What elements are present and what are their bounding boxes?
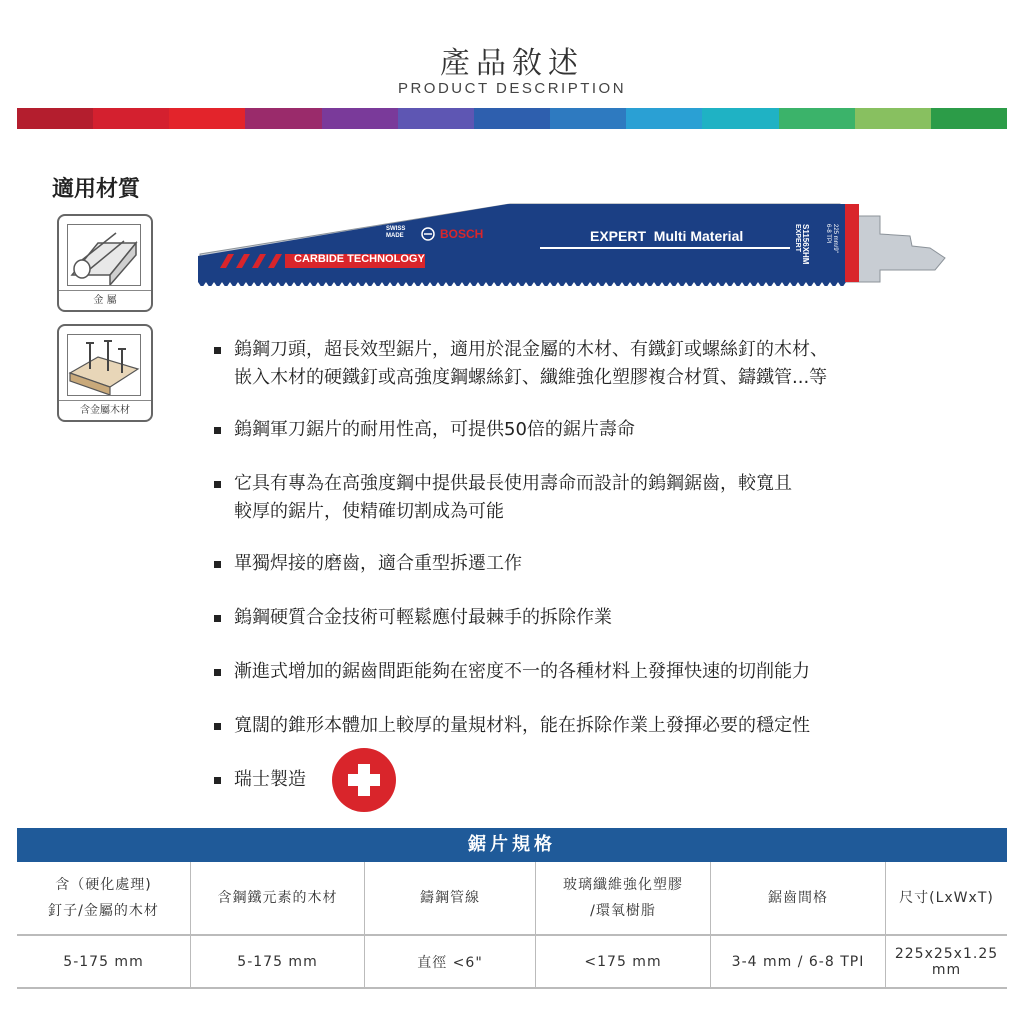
- feature-text: 瑞士製造: [234, 769, 306, 790]
- wood-with-nails-icon: [67, 334, 141, 396]
- spec-header-row: [17, 862, 1007, 935]
- spec-value-cell: 225x25x1.25 mm: [886, 935, 1008, 988]
- feature-text: 鎢鋼硬質合金技術可輕鬆應付最棘手的拆除作業: [234, 607, 612, 628]
- color-band: [17, 108, 1007, 129]
- spec-table-header: 鋸片規格: [17, 828, 1007, 862]
- feature-text: 嵌入木材的硬鐵釘或高強度鋼螺絲釘、纖維強化塑膠複合材質、鑄鐵管...等: [234, 367, 828, 388]
- material-label-wood-metal: 含金屬木材: [80, 405, 130, 416]
- feature-item: [210, 470, 792, 526]
- color-band-segment: [779, 108, 855, 129]
- saw-blade-image: [190, 196, 960, 286]
- spec-header-cell: [886, 862, 1008, 935]
- feature-text: 寬闊的錐形本體加上較厚的量規材料，能在拆除作業上發揮必要的穩定性: [234, 715, 810, 736]
- spec-header-line: /環氧樹脂: [590, 903, 656, 919]
- color-band-segment: [17, 108, 93, 129]
- spec-header-line: 含鋼鐵元素的木材: [217, 890, 338, 906]
- blade-brand-label: BOSCH: [440, 227, 484, 241]
- spec-value-cell: 5-175 mm: [191, 935, 365, 988]
- spec-header-cell: [191, 862, 365, 935]
- color-band-segment: [626, 108, 702, 129]
- feature-item: [210, 766, 306, 794]
- spec-header-line: 尺寸(LxWxT): [899, 890, 994, 906]
- spec-table: [17, 862, 1007, 989]
- blade-size: 225 mm/9": [832, 224, 838, 253]
- color-band-segment: [474, 108, 550, 129]
- color-band-segment: [550, 108, 626, 129]
- color-band-segment: [702, 108, 778, 129]
- blade-code: S1156XHM: [801, 224, 810, 265]
- page-subtitle: PRODUCT DESCRIPTION: [397, 80, 627, 97]
- swiss-cross-icon: [332, 748, 396, 812]
- blade-tech-label: CARBIDE TECHNOLOGY: [294, 253, 425, 265]
- spec-value-cell: 5-175 mm: [17, 935, 191, 988]
- feature-item: [210, 712, 810, 740]
- materials-heading: 適用材質: [52, 177, 141, 202]
- feature-item: [210, 416, 635, 444]
- feature-text: 較厚的鋸片，使精確切割成為可能: [234, 501, 504, 522]
- page-title: 產品敘述: [440, 46, 584, 81]
- blade-swiss-made-label: SWISS MADE: [386, 226, 406, 239]
- feature-text: 單獨焊接的磨齒，適合重型拆遷工作: [234, 553, 522, 574]
- blade-code-label: [786, 224, 810, 304]
- blade-series: EXPERT: [794, 224, 801, 253]
- metal-profile-icon: [67, 224, 141, 286]
- spec-value-cell: 直徑 <6": [365, 935, 536, 988]
- blade-size-label: [824, 224, 838, 284]
- feature-item: [210, 550, 522, 578]
- spec-header-line: 鋸齒間格: [768, 890, 828, 906]
- blade-product-label: EXPERT Multi Material: [590, 228, 744, 244]
- material-card-metal: [57, 214, 153, 312]
- color-band-segment: [93, 108, 169, 129]
- spec-header-cell: [365, 862, 536, 935]
- spec-header-cell: [17, 862, 191, 935]
- blade-tpi: 6-8 TPI: [825, 224, 831, 244]
- spec-value-cell: 3-4 mm / 6-8 TPI: [711, 935, 886, 988]
- feature-item: [210, 336, 828, 392]
- material-card-wood-metal: [57, 324, 153, 422]
- feature-text: 鎢鋼軍刀鋸片的耐用性高，可提供50倍的鋸片壽命: [234, 419, 635, 440]
- spec-header-cell: [711, 862, 886, 935]
- spec-value-cell: <175 mm: [536, 935, 711, 988]
- color-band-segment: [322, 108, 398, 129]
- color-band-segment: [931, 108, 1007, 129]
- feature-item: [210, 604, 612, 632]
- color-band-segment: [245, 108, 321, 129]
- color-band-segment: [855, 108, 931, 129]
- color-band-segment: [169, 108, 245, 129]
- spec-value-row: [17, 935, 1007, 988]
- feature-text: 鎢鋼刀頭，超長效型鋸片，適用於混金屬的木材、有鐵釘或螺絲釘的木材、: [234, 339, 828, 360]
- feature-item: [210, 658, 810, 686]
- color-band-segment: [398, 108, 474, 129]
- spec-header-line: 玻璃纖維強化塑膠: [563, 877, 683, 893]
- spec-header-line: 含（硬化處理): [55, 877, 152, 893]
- spec-header-line: 釘子/金屬的木材: [48, 903, 159, 919]
- spec-header-line: 鑄鋼管線: [420, 890, 480, 906]
- spec-header-cell: [536, 862, 711, 935]
- material-label-metal: 金 屬: [93, 295, 117, 306]
- feature-text: 漸進式增加的鋸齒間距能夠在密度不一的各種材料上發揮快速的切削能力: [234, 661, 810, 682]
- feature-text: 它具有專為在高強度鋼中提供最長使用壽命而設計的鎢鋼鋸齒，較寬且: [234, 473, 792, 494]
